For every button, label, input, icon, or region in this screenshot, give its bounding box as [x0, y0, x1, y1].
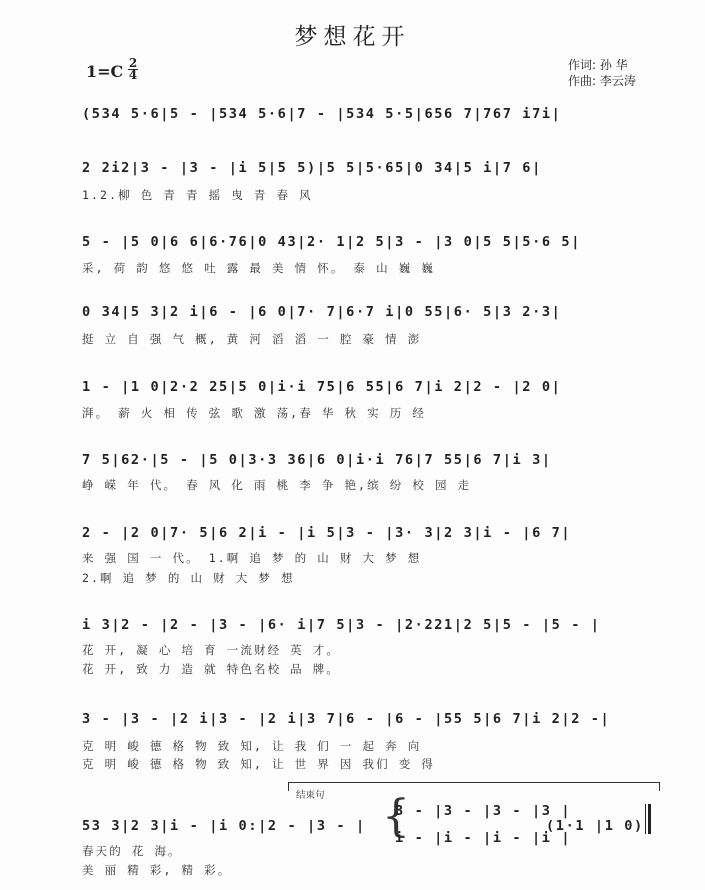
lyric-row-9b: 克 明 峻 德 格 物 致 知, 让 世 界 因 我们 变 得	[82, 757, 435, 771]
lyric-row-7a: 来 强 国 一 代。 1.啊 追 梦 的 山 财 大 梦 想	[82, 551, 422, 565]
time-signature	[128, 58, 138, 81]
score-row-2: 2 2i2|3 - |3 - |i 5|5 5)|5 5|5·65|0 34|5 i|7 6|	[82, 160, 542, 176]
ending-upper-voice: 3 - |3 - |3 - |3 |	[395, 803, 572, 819]
lyricist-credit: 作词: 孙 华	[568, 58, 628, 72]
lyric-row-8a: 花 开, 凝 心 培 育 一流财经 英 才。	[82, 643, 341, 657]
score-row-6: 7 5|62·|5 - |5 0|3·3 36|6 0|i·i 76|7 55|6 7|i 3|	[82, 452, 552, 468]
lyric-row-10a: 春天的 花 海。	[82, 844, 182, 858]
lyric-row-6: 峥 嵘 年 代。 春 风 化 雨 桃 李 争 艳,缤 纷 校 园 走	[82, 478, 472, 492]
score-row-7: 2 - |2 0|7· 5|6 2|i - |i 5|3 - |3· 3|2 3|i - |6 7|	[82, 525, 572, 541]
lyric-row-7b: 2.啊 追 梦 的 山 财 大 梦 想	[82, 571, 295, 585]
ending-tail: (1·1 |1 0)	[546, 818, 644, 834]
final-barline	[645, 804, 651, 834]
lyric-row-2: 1.2.柳 色 青 青 摇 曳 青 春 风	[82, 188, 313, 202]
composer-credit: 作曲: 李云涛	[568, 74, 636, 88]
score-row-10: 53 3|2 3|i - |i 0:|2 - |3 - |	[82, 818, 366, 834]
lyric-row-5: 湃。 薪 火 相 传 弦 歌 激 荡,春 华 秋 实 历 经	[82, 406, 426, 420]
lyric-row-8b: 花 开, 致 力 造 就 特色名校 品 牌。	[82, 662, 341, 676]
score-row-3: 5 - |5 0|6 6|6·76|0 43|2· 1|2 5|3 - |3 0|5 5|5·6 5|	[82, 234, 581, 250]
score-row-8: i 3|2 - |2 - |3 - |6· i|7 5|3 - |2·221|2 5|5 - |5 - |	[82, 617, 601, 633]
ending-lower-voice: i - |i - |i - |i |	[395, 830, 572, 846]
ending-bracket	[288, 782, 660, 791]
lyric-row-9a: 克 明 峻 德 格 物 致 知, 让 我 们 一 起 奔 向	[82, 739, 422, 753]
time-top: 2	[128, 56, 138, 70]
score-row-1: (534 5·6|5 - |534 5·6|7 - |534 5·5|656 7|767 i7i|	[82, 106, 562, 122]
time-bottom: 4	[128, 68, 138, 82]
score-row-9: 3 - |3 - |2 i|3 - |2 i|3 7|6 - |6 - |55 5|6 7|i 2|2 -|	[82, 711, 611, 727]
song-title: 梦想花开	[294, 24, 411, 50]
score-row-5: 1 - |1 0|2·2 25|5 0|i·i 75|6 55|6 7|i 2|2 - |2 0|	[82, 379, 562, 395]
lyric-row-4: 挺 立 自 强 气 概, 黄 河 滔 滔 一 腔 豪 情 澎	[82, 332, 422, 346]
score-row-4: 0 34|5 3|2 i|6 - |6 0|7· 7|6·7 i|0 55|6· 5|3 2·3|	[82, 304, 562, 320]
lyric-row-3: 采, 荷 韵 悠 悠 吐 露 最 美 情 怀。 泰 山 巍 巍	[82, 261, 435, 275]
key-signature: 1=C	[86, 62, 124, 81]
brace-glyph: {	[382, 791, 410, 842]
ending-label: 结束句	[296, 790, 325, 801]
lyric-row-10b: 美 丽 精 彩, 精 彩。	[82, 863, 232, 877]
